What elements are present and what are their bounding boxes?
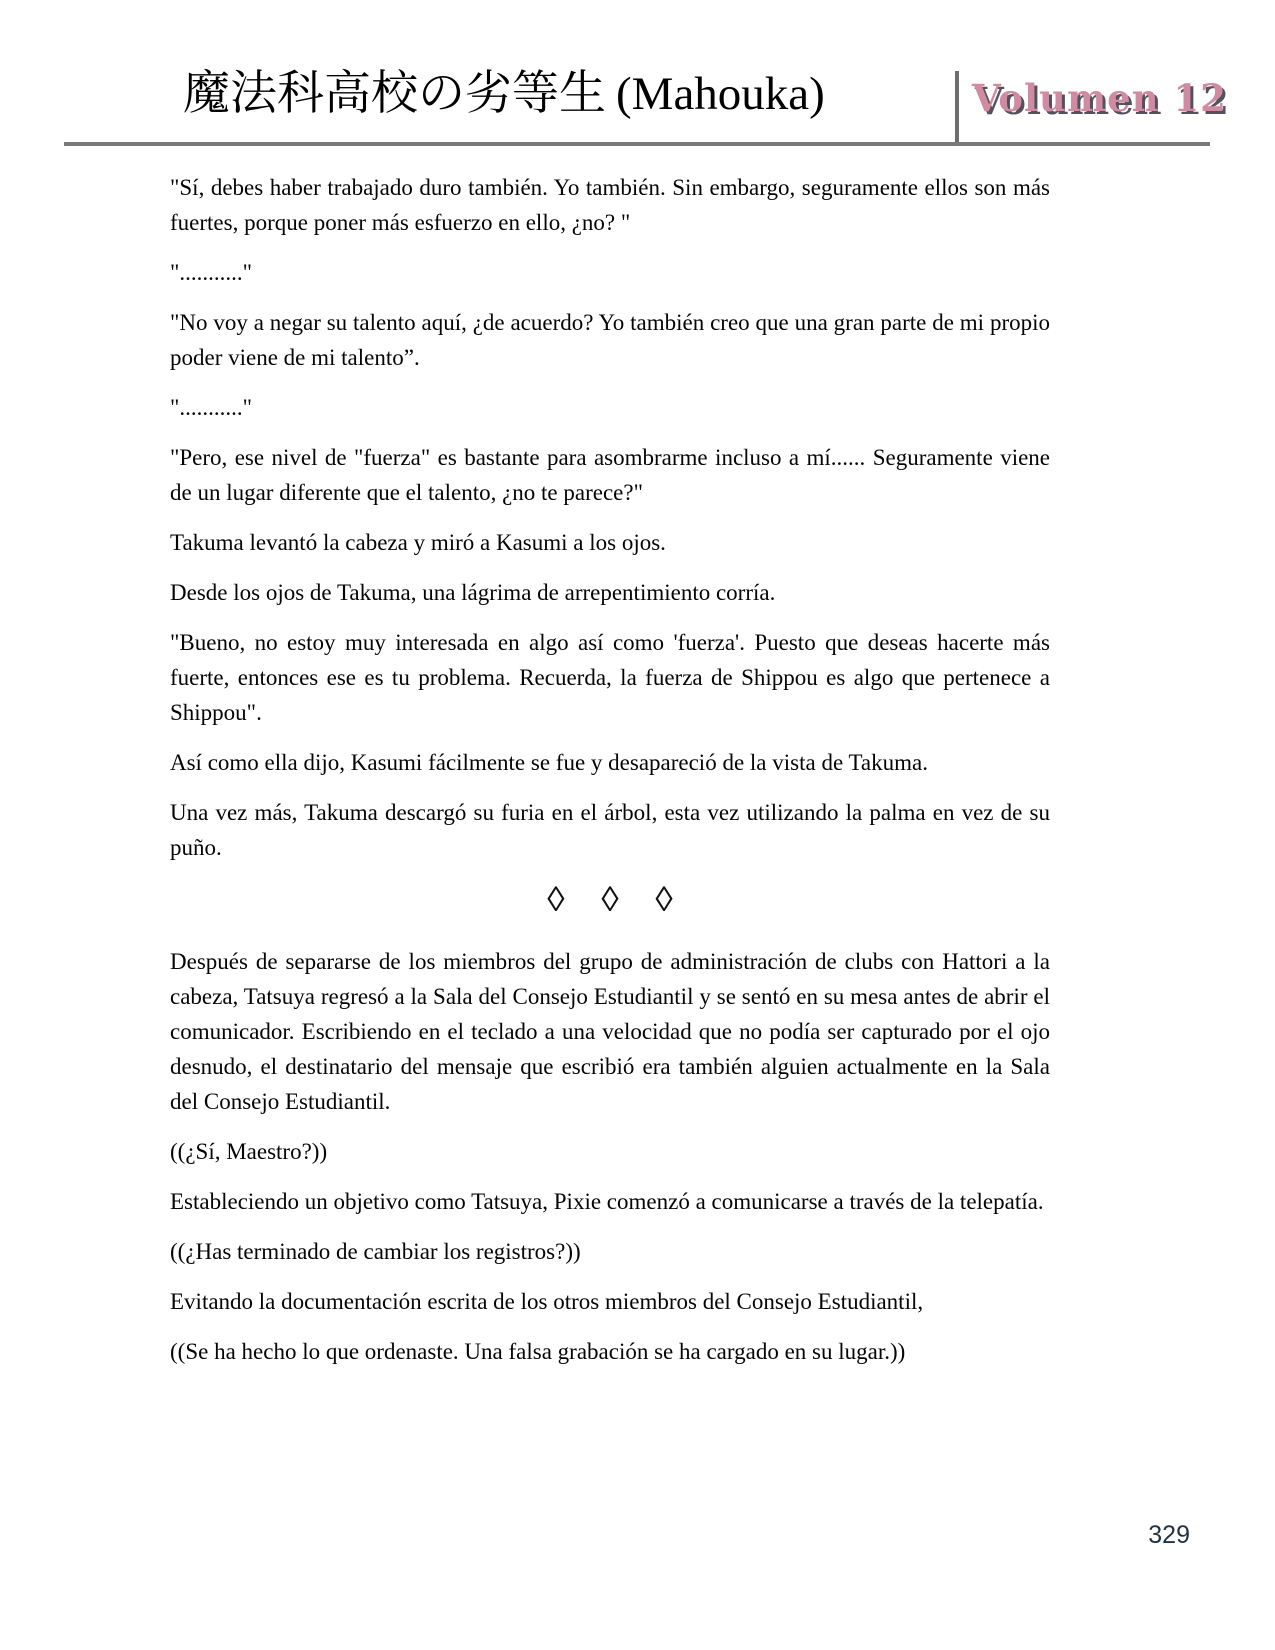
paragraph: "Sí, debes haber trabajado duro también. Yo también. Sin embargo, seguramente ellos son más fuertes, porque poner más esfuerzo en ello, ¿no? " — [170, 175, 1050, 235]
paragraph: Evitando la documentación escrita de los otros miembros del Consejo Estudiantil, — [170, 1289, 924, 1314]
paragraph: ((¿Sí, Maestro?)) — [170, 1139, 328, 1164]
paragraph: Una vez más, Takuma descargó su furia en el árbol, esta vez utilizando la palma en vez de su puño. — [170, 800, 1050, 860]
title-latin: (Mahouka) — [616, 68, 825, 120]
title-japanese: 魔法科高校の劣等生 — [183, 68, 606, 120]
paragraph: Después de separarse de los miembros del grupo de administración de clubs con Hattori a la cabeza, Tatsuya regresó a la Sala del Consejo Estudiantil y se sentó en su mesa antes de abrir el comunicador. Escribiendo en el teclado a una velocidad que no podía ser capturado por el ojo desnudo, el destinatario del mensaje que escribió era también alguien actualmente en la Sala del Consejo Estudiantil. — [170, 949, 1050, 1114]
paragraph: "..........." — [170, 395, 253, 420]
paragraph: "No voy a negar su talento aquí, ¿de acuerdo? Yo también creo que una gran parte de mi propio poder viene de mi talento”. — [170, 310, 1050, 370]
page-content — [170, 170, 1050, 1384]
paragraph: "..........." — [170, 260, 253, 285]
paragraph: Desde los ojos de Takuma, una lágrima de arrepentimiento corría. — [170, 580, 776, 605]
volume-label: Volumen 12 — [972, 76, 1227, 120]
paragraph: Takuma levantó la cabeza y miró a Kasumi a los ojos. — [170, 530, 666, 555]
page-title — [183, 66, 825, 122]
paragraph: "Pero, ese nivel de "fuerza" es bastante para asombrarme incluso a mí...... Seguramente viene de un lugar diferente que el talento, ¿no te parece?" — [170, 445, 1050, 505]
header-rule — [64, 142, 1210, 146]
page-number: 329 — [1148, 1521, 1190, 1549]
page-header — [0, 0, 1275, 150]
paragraph: Así como ella dijo, Kasumi fácilmente se fue y desapareció de la vista de Takuma. — [170, 750, 928, 775]
scene-separator: ◊ ◊ ◊ — [547, 880, 687, 919]
paragraph: ((¿Has terminado de cambiar los registros?)) — [170, 1239, 581, 1264]
paragraph: ((Se ha hecho lo que ordenaste. Una falsa grabación se ha cargado en su lugar.)) — [170, 1339, 906, 1364]
paragraph: Estableciendo un objetivo como Tatsuya, Pixie comenzó a comunicarse a través de la telepatía. — [170, 1189, 1044, 1214]
paragraph: "Bueno, no estoy muy interesada en algo así como 'fuerza'. Puesto que deseas hacerte más fuerte, entonces ese es tu problema. Recuerda, la fuerza de Shippou es algo que pertenece a Shippou". — [170, 630, 1050, 725]
header-vertical-divider — [955, 71, 959, 145]
